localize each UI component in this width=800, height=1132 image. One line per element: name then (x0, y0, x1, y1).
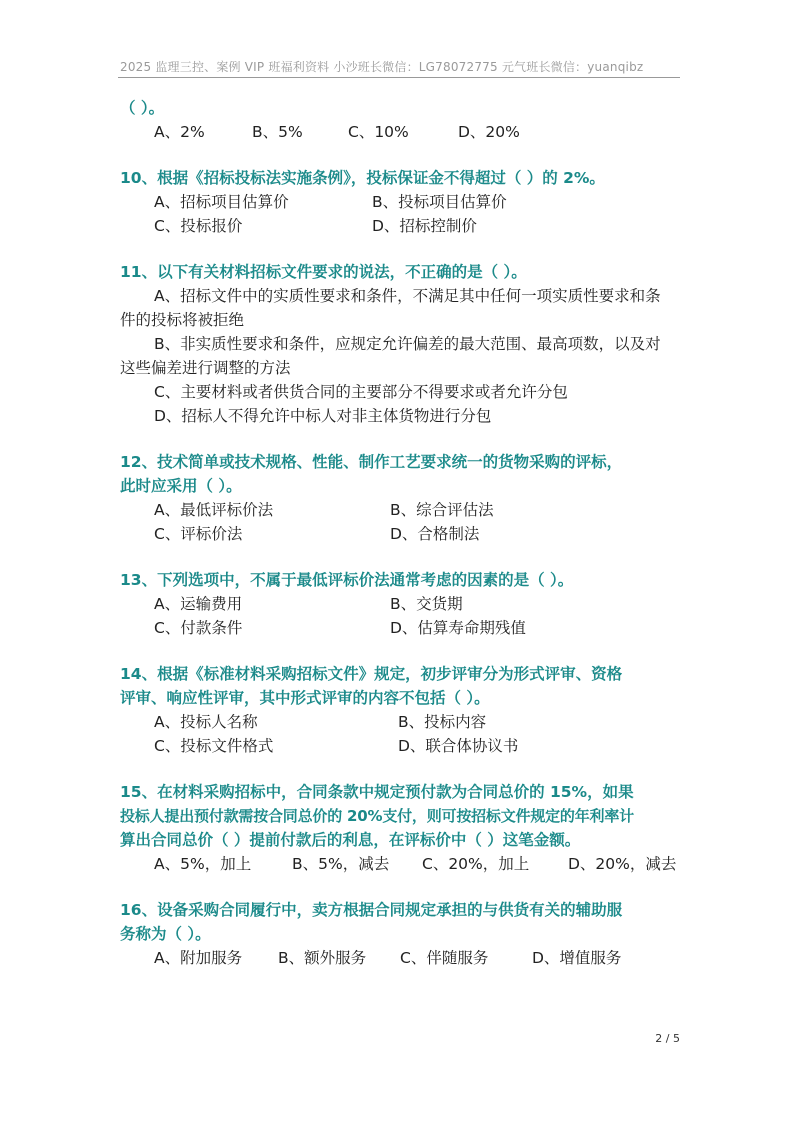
page-header: 2025 监理三控、案例 VIP 班福利资料 小沙班长微信：LG78072775 元气班长微信：yuanqibz (120, 60, 644, 74)
question-13 (120, 568, 682, 640)
question-12-options-row-1 (120, 498, 682, 522)
option-b: B、综合评估法 (390, 501, 494, 519)
document-body (120, 96, 682, 970)
option-c: C、投标报价 (154, 217, 243, 235)
option-d: D、20% (458, 123, 520, 141)
question-9-stem-tail: （ ）。 (120, 99, 165, 117)
question-15-stem-line-1: 15、在材料采购招标中，合同条款中规定预付款为合同总价的 15%，如果 (120, 783, 634, 801)
option-d: D、增值服务 (532, 949, 622, 967)
question-13-options-row-2 (120, 616, 682, 640)
option-a: A、附加服务 (154, 949, 243, 967)
question-10-stem: 10、根据《招标投标法实施条例》，投标保证金不得超过（ ）的 2%。 (120, 169, 605, 187)
option-a: A、投标人名称 (154, 713, 258, 731)
option-c: C、伴随服务 (400, 949, 489, 967)
question-14-stem-line-2: 评审、响应性评审，其中形式评审的内容不包括（ ）。 (120, 689, 490, 707)
question-15-options (120, 852, 682, 876)
option-a: A、运输费用 (154, 595, 243, 613)
question-13-stem: 13、下列选项中，不属于最低评标价法通常考虑的因素的是（ ）。 (120, 571, 574, 589)
question-16 (120, 898, 682, 970)
question-15-stem-line-3: 算出合同总价（ ）提前付款后的利息，在评标价中（ ）这笔金额。 (120, 831, 581, 849)
option-b-line-1: B、非实质性要求和条件，应规定允许偏差的最大范围、最高项数，以及对 (154, 335, 661, 353)
question-11 (120, 260, 682, 428)
option-c: C、付款条件 (154, 619, 243, 637)
question-12-options-row-2 (120, 522, 682, 546)
option-c: C、主要材料或者供货合同的主要部分不得要求或者允许分包 (154, 383, 568, 401)
question-12-stem-line-2: 此时应采用（ ）。 (120, 477, 242, 495)
option-a: A、招标项目估算价 (154, 193, 289, 211)
question-9-options (120, 120, 682, 144)
question-10-options-row-1 (120, 190, 682, 214)
option-b: B、投标内容 (398, 713, 487, 731)
option-d: D、估算寿命期残值 (390, 619, 526, 637)
question-12-stem-line-1: 12、技术简单或技术规格、性能、制作工艺要求统一的货物采购的评标， (120, 453, 623, 471)
header-divider (118, 77, 680, 78)
question-14-options-row-2 (120, 734, 682, 758)
question-16-stem-line-1: 16、设备采购合同履行中，卖方根据合同规定承担的与供货有关的辅助服 (120, 901, 623, 919)
option-a: A、2% (154, 123, 205, 141)
question-10 (120, 166, 682, 238)
question-14-stem-line-1: 14、根据《标准材料采购招标文件》规定，初步评审分为形式评审、资格 (120, 665, 623, 683)
option-b: B、5%，减去 (292, 855, 390, 873)
option-d: D、合格制法 (390, 525, 480, 543)
question-14-options-row-1 (120, 710, 682, 734)
option-d: D、20%，减去 (568, 855, 677, 873)
question-10-options-row-2 (120, 214, 682, 238)
option-d: D、招标控制价 (372, 217, 477, 235)
question-9 (120, 96, 682, 144)
question-15 (120, 780, 682, 876)
question-15-stem-line-2: 投标人提出预付款需按合同总价的 20%支付，则可按招标文件规定的年利率计 (120, 807, 634, 825)
option-b: B、额外服务 (278, 949, 367, 967)
question-16-stem-line-2: 务称为（ ）。 (120, 925, 211, 943)
option-a: A、最低评标价法 (154, 501, 274, 519)
option-b: B、5% (252, 123, 303, 141)
option-d: D、招标人不得允许中标人对非主体货物进行分包 (154, 407, 492, 425)
option-a-line-1: A、招标文件中的实质性要求和条件，不满足其中任何一项实质性要求和条 (154, 287, 661, 305)
question-14 (120, 662, 682, 758)
question-16-options (120, 946, 682, 970)
option-c: C、20%，加上 (422, 855, 530, 873)
question-11-stem: 11、以下有关材料招标文件要求的说法，不正确的是（ ）。 (120, 263, 527, 281)
option-c: C、投标文件格式 (154, 737, 274, 755)
question-13-options-row-1 (120, 592, 682, 616)
option-c: C、评标价法 (154, 525, 243, 543)
option-a-line-2: 件的投标将被拒绝 (120, 311, 245, 329)
option-b-line-2: 这些偏差进行调整的方法 (120, 359, 291, 377)
question-12 (120, 450, 682, 546)
option-c: C、10% (348, 123, 409, 141)
option-d: D、联合体协议书 (398, 737, 519, 755)
option-a: A、5%，加上 (154, 855, 252, 873)
page-number: 2 / 5 (655, 1032, 680, 1045)
option-b: B、投标项目估算价 (372, 193, 507, 211)
option-b: B、交货期 (390, 595, 463, 613)
